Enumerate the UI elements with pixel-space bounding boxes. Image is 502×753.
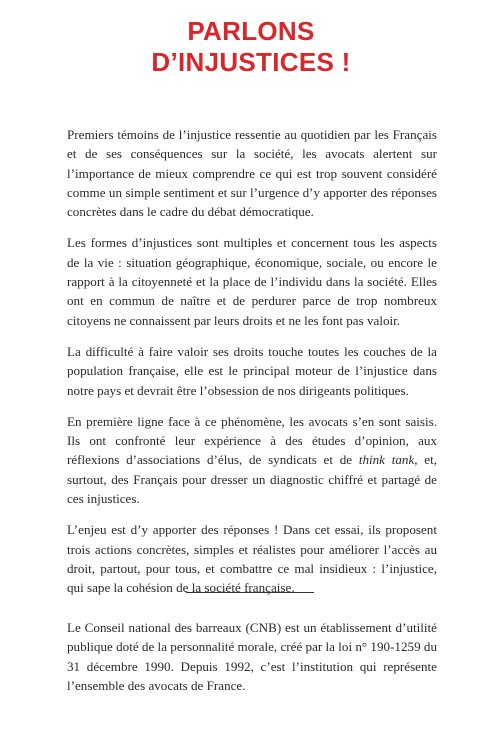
paragraph-2: Les formes d’injustices sont multiples et concernent tous les aspects de la vie : situation géographique, économique, sociale, ou encore le rapport à la citoyenneté et la place de l’individu dans la société. Elles ont en commun de naître et de perdurer parce de trop nombreux citoyens ne connaissent par leurs droits et ne les font pas valoir. xyxy=(67,235,437,328)
paragraph-3: La difficulté à faire valoir ses droits touche toutes les couches de la population française, elle est le principal moteur de l’injustice dans notre pays et devrait être l’obsession de nos dirigeants politiques. xyxy=(67,343,437,398)
paragraph-4-start: En première ligne face à ce phénomène, les avocats s’en sont saisis. Ils ont confronté leur expérience à des études d’opinion, aux réflexions d’associations d’élus, de syndicats et de xyxy=(67,413,437,468)
paragraph-5: L’enjeu est d’y apporter des réponses ! Dans cet essai, ils proposent trois actions concrètes, simples et réalistes pour améliorer l’accès au droit, partout, pour tous, et combattre ce mal insidieux : l’injustice, qui sape la cohésion de la société française. xyxy=(67,522,437,596)
separator-rule xyxy=(186,592,314,593)
title-line-2: D’INJUSTICES ! xyxy=(151,47,351,77)
page-title xyxy=(0,16,502,78)
paragraph-4-italic: think tank xyxy=(358,452,415,468)
title-line-1: PARLONS xyxy=(187,16,315,46)
body-text xyxy=(67,125,437,610)
footer-paragraph: Le Conseil national des barreaux (CNB) est un établissement d’utilité publique doté de la personnalité morale, créé par la loi n° 190-1259 du 31 décembre 1990. Depuis 1992, c’est l’institution qui représente l’ensemble des avocats de France. xyxy=(67,620,437,693)
publisher-note xyxy=(67,618,437,695)
paragraph-4 xyxy=(67,412,437,508)
paragraph-1: Premiers témoins de l’injustice ressentie au quotidien par les Français et de ses conséquences sur la société, les avocats alertent sur l’importance de mieux comprendre ce qui est trop souvent considéré comme un simple sentiment et sur l’urgence d’y apporter des réponses concrètes dans le cadre du débat démocratique. xyxy=(67,127,437,220)
paragraph-4-end: , et, surtout, des Français pour dresser un diagnostic chiffré et partagé de ces injustices. xyxy=(67,452,437,507)
